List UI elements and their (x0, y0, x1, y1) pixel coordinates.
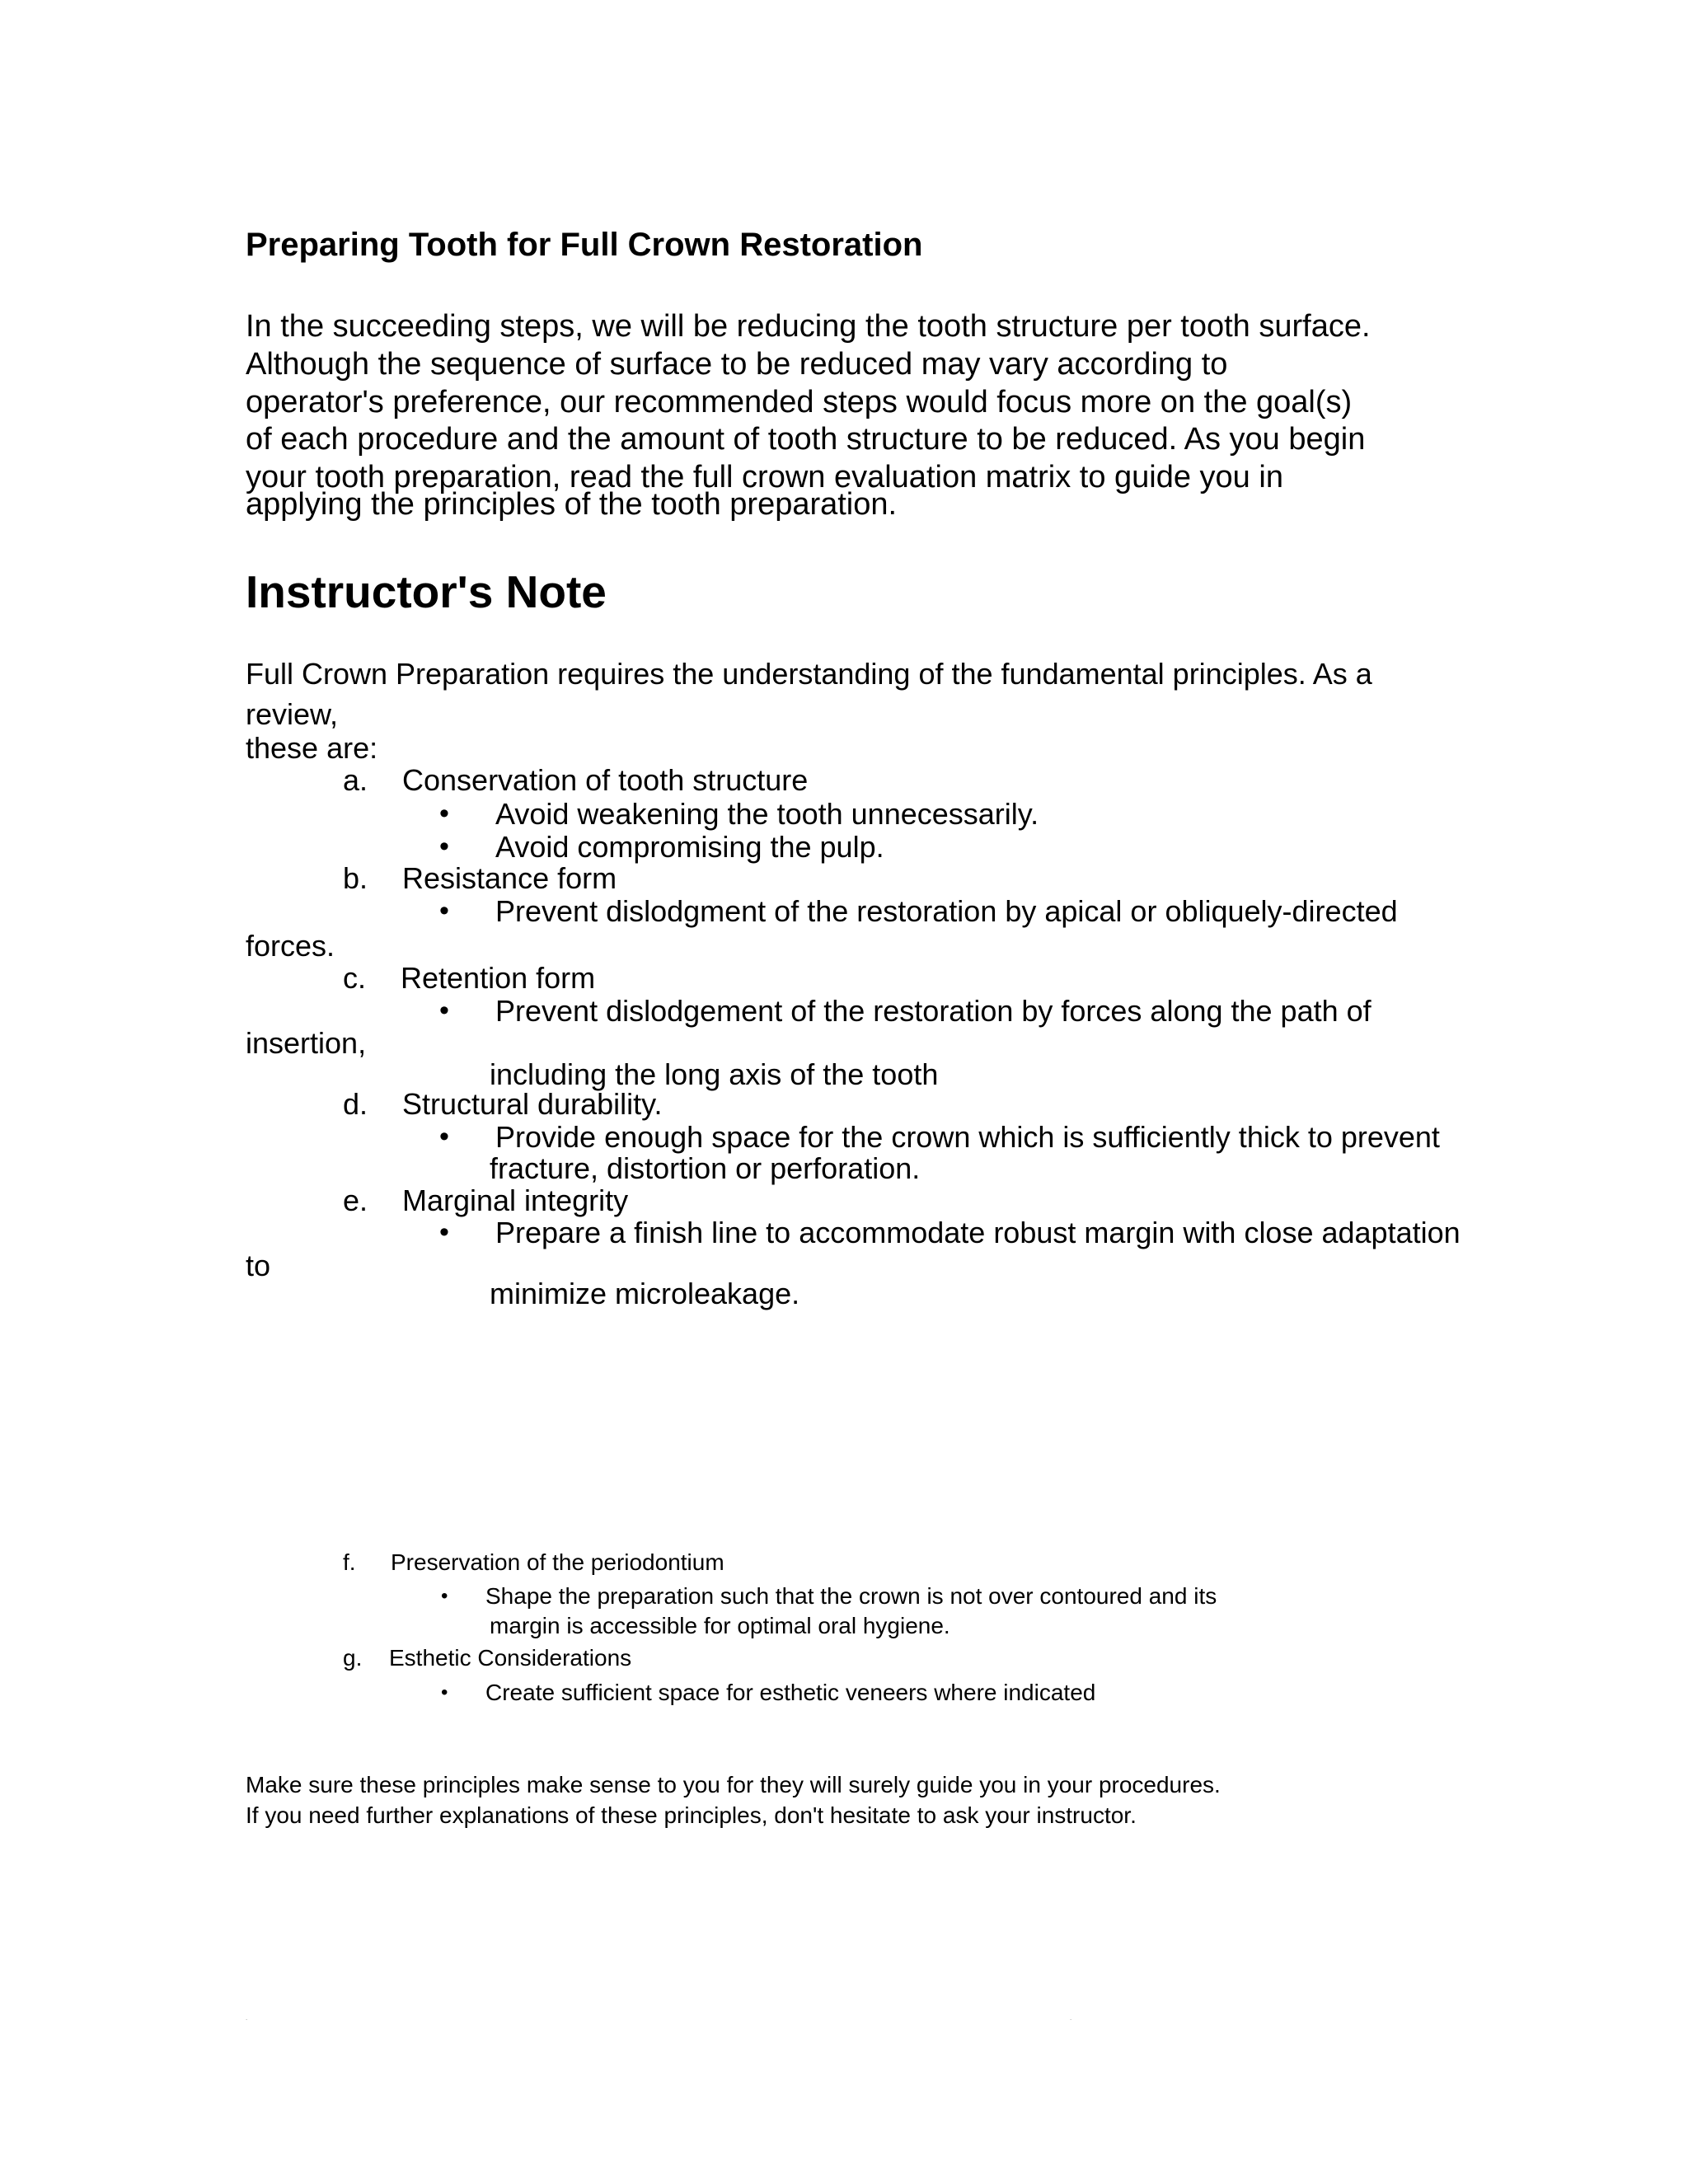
wrapped-text: insertion, (246, 1026, 367, 1060)
principle-label: Structural durability. (402, 1087, 663, 1121)
bullet-icon: • (439, 895, 449, 926)
principle-label: Conservation of tooth structure (402, 763, 809, 797)
intro-line: your tooth preparation, read the full crown evaluation matrix to guide you in (246, 460, 1283, 494)
principle-bullet: Provide enough space for the crown which is sufficiently thick to prevent (495, 1120, 1440, 1154)
closing-line: Make sure these principles make sense to you for they will surely guide you in your procedures. (246, 1772, 1221, 1797)
principle-bullet: Shape the preparation such that the crown is not over contoured and its (485, 1583, 1217, 1609)
wrapped-text: forces. (246, 929, 335, 963)
note-intro-line: review, (246, 697, 339, 731)
bullet-icon: • (439, 798, 449, 829)
footer-mark: . (1070, 2014, 1072, 2022)
intro-line: In the succeeding steps, we will be reducing the tooth structure per tooth surface. (246, 309, 1371, 344)
bullet-icon: • (439, 1216, 449, 1248)
continued-text: including the long axis of the tooth (490, 1057, 939, 1091)
principle-letter: b. (343, 861, 368, 895)
intro-line: of each procedure and the amount of tooth structure to be reduced. As you begin (246, 422, 1366, 457)
principle-bullet: Avoid weakening the tooth unnecessarily. (495, 797, 1039, 831)
note-intro-line: Full Crown Preparation requires the understanding of the fundamental principles. As a (246, 657, 1372, 691)
closing-line: If you need further explanations of these principles, don't hesitate to ask your instructor. (246, 1802, 1137, 1828)
bullet-icon: • (439, 1121, 449, 1152)
bullet-icon: • (441, 1585, 448, 1607)
principle-bullet: Create sufficient space for esthetic veneers where indicated (485, 1680, 1096, 1705)
principle-bullet: Avoid compromising the pulp. (495, 830, 884, 864)
principle-letter: g. (343, 1645, 363, 1671)
section-heading: Instructor's Note (246, 566, 607, 617)
intro-line: Although the sequence of surface to be reduced may vary according to (246, 347, 1228, 382)
principle-letter: a. (343, 763, 368, 797)
principle-letter: d. (343, 1087, 368, 1121)
intro-line: applying the principles of the tooth preparation. (246, 487, 898, 522)
principle-label: Esthetic Considerations (389, 1645, 632, 1671)
principle-bullet: Prepare a finish line to accommodate robust margin with close adaptation (495, 1216, 1461, 1249)
note-intro-line: these are: (246, 731, 378, 765)
continued-text: margin is accessible for optimal oral hygiene. (490, 1613, 950, 1638)
bullet-icon: • (439, 995, 449, 1026)
footer-mark: . (246, 2014, 248, 2022)
principle-label: Marginal integrity (402, 1183, 629, 1217)
principle-bullet: Prevent dislodgement of the restoration by forces along the path of (495, 994, 1372, 1028)
principle-bullet: Prevent dislodgment of the restoration by apical or obliquely-directed (495, 894, 1398, 928)
principle-label: Retention form (401, 961, 596, 995)
principle-label: Preservation of the periodontium (391, 1549, 724, 1575)
bullet-icon: • (441, 1681, 448, 1704)
wrapped-text: to (246, 1249, 271, 1282)
page-title: Preparing Tooth for Full Crown Restoration (246, 227, 923, 263)
principle-label: Resistance form (402, 861, 617, 895)
continued-text: fracture, distortion or perforation. (490, 1151, 921, 1185)
bullet-icon: • (439, 831, 449, 862)
intro-line: operator's preference, our recommended steps would focus more on the goal(s) (246, 385, 1353, 419)
principle-letter: e. (343, 1183, 368, 1217)
principle-letter: c. (343, 961, 367, 995)
principle-letter: f. (343, 1549, 356, 1575)
continued-text: minimize microleakage. (490, 1277, 800, 1310)
